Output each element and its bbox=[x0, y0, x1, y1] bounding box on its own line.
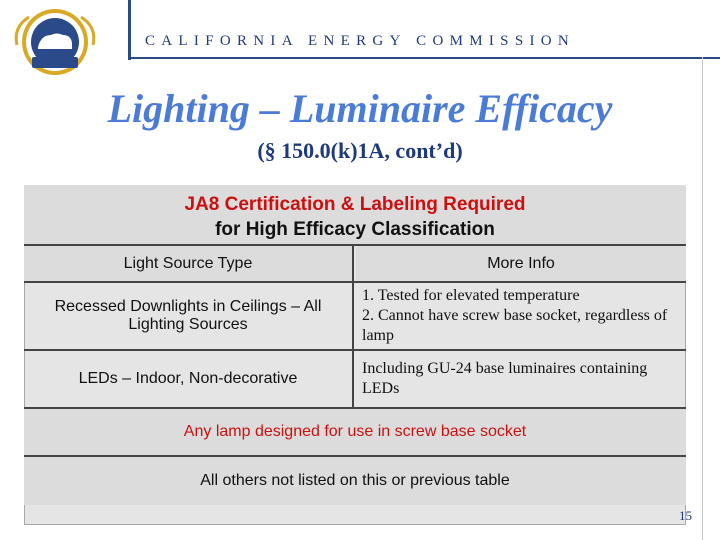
table-heading-title: JA8 Certification & Labeling Required bbox=[184, 194, 526, 215]
table-row-screw-base: Any lamp designed for use in screw base socket bbox=[24, 409, 686, 455]
slide-title: Lighting – Luminaire Efficacy bbox=[107, 86, 613, 131]
info-item: 2. Cannot have screw base socket, regardless of lamp bbox=[362, 307, 668, 344]
info-item: 1. Tested for elevated temperature bbox=[362, 287, 580, 304]
slide-subtitle: (§ 150.0(k)1A, cont’d) bbox=[257, 138, 463, 163]
agency-name: CALIFORNIA ENERGY COMMISSION bbox=[145, 33, 576, 49]
table-heading bbox=[24, 185, 686, 246]
column-header-more-info: More Info bbox=[356, 246, 686, 282]
table-row-leds-info: Including GU-24 base luminaires containing LEDs bbox=[362, 360, 648, 397]
table-row-all-others: All others not listed on this or previous table bbox=[24, 457, 686, 505]
table-heading-subtitle: for High Efficacy Classification bbox=[215, 219, 495, 240]
header-vertical-bar bbox=[128, 0, 131, 60]
header-rule bbox=[131, 57, 720, 59]
page-number: 15 bbox=[679, 508, 692, 523]
state-seal-logo bbox=[5, 5, 105, 80]
table-row-leds-source: LEDs – Indoor, Non-decorative bbox=[24, 351, 354, 407]
table-row-recessed-downlights-source: Recessed Downlights in Ceilings – All Lighting Sources bbox=[24, 283, 354, 349]
table-row-recessed-downlights-info bbox=[356, 283, 686, 349]
column-header-light-source: Light Source Type bbox=[24, 246, 354, 282]
